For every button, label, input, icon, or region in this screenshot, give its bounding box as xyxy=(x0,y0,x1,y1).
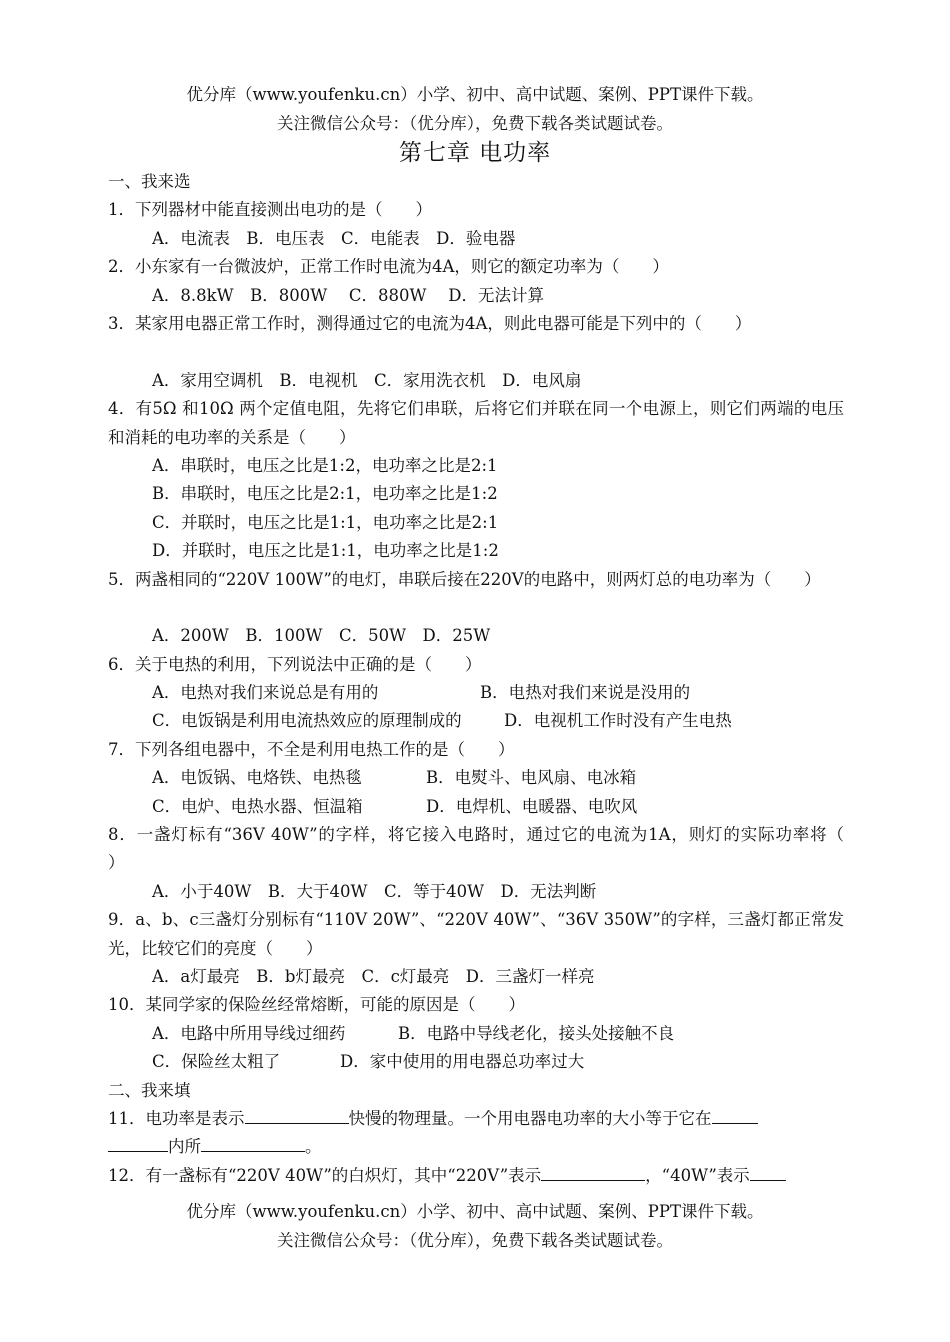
answer-blank xyxy=(541,1162,645,1181)
question-9-stem: 9．a、b、c三盏灯分别标有“110V 20W”、“220V 40W”、“36V 350W”的字样，三盏灯都正常发光，比较它们的亮度（ ） xyxy=(108,910,844,958)
question-7-stem: 7．下列各组电器中，不全是利用电热工作的是（ ） xyxy=(108,739,515,759)
question-6-option-d: D．电视机工作时没有产生电热 xyxy=(504,711,732,731)
header-line-2: 关注微信公众号：（优分库），免费下载各类试题试卷。 xyxy=(277,114,673,133)
footer-line-2: 关注微信公众号：（优分库），免费下载各类试题试卷。 xyxy=(277,1231,673,1250)
question-12-text-2: ，“40W”表示 xyxy=(645,1165,750,1185)
question-9-options: A．a灯最亮 B．b灯最亮 C．c灯最亮 D．三盏灯一样亮 xyxy=(152,967,595,987)
question-1-options: A．电流表 B．电压表 C．电能表 D．验电器 xyxy=(152,228,516,248)
question-2-stem: 2．小东家有一台微波炉，正常工作时电流为4A，则它的额定功率为（ ） xyxy=(108,257,669,277)
question-10-row-1 xyxy=(108,1020,844,1048)
question-11-text-2: 快慢的物理量。一个用电器电功率的大小等于它在 xyxy=(348,1108,712,1128)
document-body xyxy=(108,168,877,1190)
chapter-title: 第七章 电功率 xyxy=(398,140,552,166)
question-10-option-a: A．电路中所用导线过细药 xyxy=(152,1023,346,1043)
question-7-option-d: D．电焊机、电暖器、电吹风 xyxy=(426,796,638,816)
question-7-option-b: B．电熨斗、电风扇、电冰箱 xyxy=(426,768,637,788)
question-7-option-a: A．电饭锅、电烙铁、电热毯 xyxy=(152,768,362,788)
question-4-option-b: B．串联时，电压之比是2:1，电功率之比是1:2 xyxy=(152,484,498,504)
question-12-line-1 xyxy=(108,1162,844,1190)
question-5-stem: 5．两盏相同的“220V 100W”的电灯，串联后接在220V的电路中，则两灯总的电功率为（ ） xyxy=(108,569,821,589)
question-5-options: A．200W B．100W C．50W D．25W xyxy=(152,626,491,646)
answer-blank xyxy=(108,1133,168,1152)
question-11-line-2 xyxy=(108,1133,844,1161)
question-6-stem: 6．关于电热的利用，下列说法中正确的是（ ） xyxy=(108,654,482,674)
answer-blank xyxy=(750,1162,786,1181)
question-6-option-b: B．电热对我们来说是没用的 xyxy=(480,683,691,703)
footer-line-1: 优分库（www.youfenku.cn）小学、初中、高中试题、案例、PPT课件下载。 xyxy=(186,1202,764,1221)
question-4-stem: 4．有5Ω 和10Ω 两个定值电阻，先将它们串联，后将它们并联在同一个电源上，则它们两端的电压和消耗的电功率的关系是（ ） xyxy=(108,399,844,447)
answer-blank xyxy=(712,1105,758,1124)
question-8-options: A．小于40W B．大于40W C．等于40W D．无法判断 xyxy=(152,881,597,901)
question-6-option-c: C．电饭锅是利用电流热效应的原理制成的 xyxy=(152,711,462,731)
question-7-row-1 xyxy=(108,764,844,792)
question-10-option-b: B．电路中导线老化，接头处接触不良 xyxy=(398,1023,675,1043)
question-1-stem: 1．下列器材中能直接测出电功的是（ ） xyxy=(108,200,432,220)
question-4-option-d: D．并联时，电压之比是1:1，电功率之比是1:2 xyxy=(152,541,499,561)
question-7-option-c: C．电炉、电热水器、恒温箱 xyxy=(152,796,363,816)
section-heading-choice: 一、我来选 xyxy=(108,172,191,191)
question-11-text-3: 内所 xyxy=(168,1137,201,1157)
question-4-option-c: C．并联时，电压之比是1:1，电功率之比是2:1 xyxy=(152,512,499,532)
answer-blank xyxy=(245,1105,349,1124)
question-6-row-2 xyxy=(108,707,844,735)
question-10-option-d: D．家中使用的用电器总功率过大 xyxy=(340,1052,585,1072)
question-11-text-4: 。 xyxy=(305,1137,322,1157)
question-10-option-c: C．保险丝太粗了 xyxy=(152,1052,281,1072)
question-12-text-1: 12．有一盏标有“220V 40W”的白炽灯，其中“220V”表示 xyxy=(108,1165,542,1185)
question-11-line-1 xyxy=(108,1105,844,1133)
question-4-option-a: A．串联时，电压之比是1:2，电功率之比是2:1 xyxy=(152,455,498,475)
question-3-stem: 3．某家用电器正常工作时，测得通过它的电流为4A，则此电器可能是下列中的（ ） xyxy=(108,313,752,333)
question-8-stem: 8．一盏灯标有“36V 40W”的字样，将它接入电路时，通过它的电流为1A，则灯的实际功率将（ ） xyxy=(108,825,877,873)
header-line-1: 优分库（www.youfenku.cn）小学、初中、高中试题、案例、PPT课件下载。 xyxy=(186,85,764,104)
answer-blank xyxy=(201,1133,305,1152)
question-7-row-2 xyxy=(108,793,844,821)
question-10-stem: 10．某同学家的保险丝经常熔断，可能的原因是（ ） xyxy=(108,995,525,1015)
question-6-option-a: A．电热对我们来说总是有用的 xyxy=(152,683,379,703)
question-10-row-2 xyxy=(108,1048,844,1076)
question-11-text-1: 11．电功率是表示 xyxy=(108,1108,245,1128)
question-3-options: A．家用空调机 B．电视机 C．家用洗衣机 D．电风扇 xyxy=(152,370,582,390)
question-2-options: A．8.8kW B．800W C．880W D．无法计算 xyxy=(152,285,544,305)
section-heading-fill: 二、我来填 xyxy=(108,1080,191,1100)
question-6-row-1 xyxy=(108,679,844,707)
